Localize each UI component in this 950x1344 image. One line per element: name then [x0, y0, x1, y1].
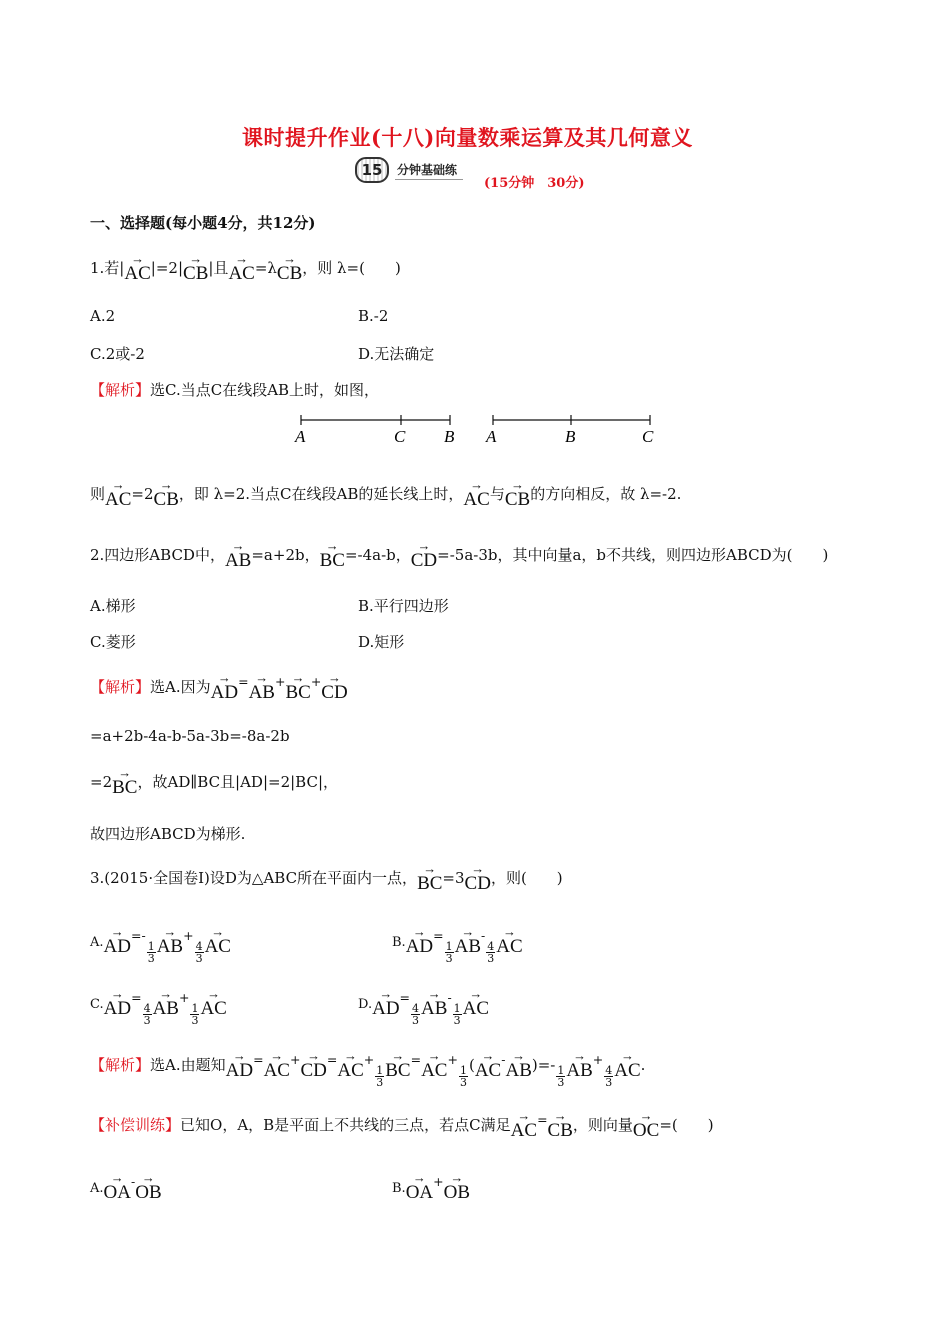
vector-ac: → AC	[200, 991, 226, 1018]
op: -	[130, 1174, 136, 1189]
vector-ab: → AB	[249, 675, 275, 702]
vector-cb: → CB	[548, 1113, 573, 1140]
q1-analysis-text: 选C.当点C在线段AB上时，如图，	[150, 381, 380, 399]
vector-oc: → OC	[633, 1113, 659, 1140]
text: B.	[392, 935, 406, 950]
vector-cb: → CB	[183, 256, 208, 283]
q1-option-c: C.2或-2	[90, 345, 145, 363]
vector-ac: → AC	[205, 929, 231, 956]
vector-ac: → AC	[105, 482, 131, 509]
vector-ab: → AB	[455, 929, 481, 956]
q2-analysis-line2: =a+2b-4a-b-5a-3b=-8a-2b	[90, 727, 290, 745]
fraction-4-3: $\frac{4}{3}$	[412, 1002, 420, 1027]
text: ，故AD∥BC且|AD|=2|BC|，	[137, 773, 339, 791]
vector-oa: → OA	[104, 1175, 131, 1202]
text: 与	[489, 485, 505, 503]
section-heading: 一、选择题(每小题4分，共12分)	[90, 214, 316, 232]
vector-cb: → CB	[505, 482, 530, 509]
vector-cd: → CD	[300, 1053, 326, 1080]
fraction-4-3: $\frac{4}{3}$	[487, 940, 495, 965]
vector-ac: → AC	[264, 1053, 290, 1080]
vector-ob: → OB	[444, 1175, 470, 1202]
text: .	[640, 1056, 646, 1074]
text: A.	[90, 1181, 104, 1196]
q2-analysis	[90, 674, 348, 702]
badge-number: 15	[355, 157, 389, 183]
q3-option-a: A.→ AD=- $\frac{1}{3}$ → AB+ $\frac{4}{3}$ → AC	[90, 928, 231, 964]
fraction-1-3: $\frac{1}{3}$	[147, 940, 155, 965]
vector-ab: → AB	[505, 1053, 531, 1080]
text: 则	[90, 485, 106, 503]
q3-text: 3.(2015·全国卷Ⅰ)设D为△ABC所在平面内一点，	[90, 869, 418, 887]
vector-cb: → CB	[277, 256, 302, 283]
vector-ac: → AC	[337, 1053, 363, 1080]
analysis-tag: 【解析】	[90, 1056, 151, 1074]
q2-text: =-4a-b，	[344, 546, 411, 564]
q2-analysis-line4: 故四边形ABCD为梯形.	[90, 825, 246, 843]
analysis-tag: 【解析】	[90, 678, 151, 696]
vector-ac: → AC	[475, 1053, 501, 1080]
q2-option-c: C.菱形	[90, 633, 136, 651]
vector-bc: → BC	[112, 770, 137, 797]
q1-analysis-line2	[90, 482, 681, 509]
bonus-question	[90, 1112, 714, 1140]
q3-option-d: D.→ AD= $\frac{4}{3}$ → AB- $\frac{1}{3}$ → AC	[358, 990, 489, 1026]
vector-cb: → CB	[154, 482, 179, 509]
q2-text: =a+2b，	[251, 546, 320, 564]
vector-ab: → AB	[421, 991, 447, 1018]
question-1	[90, 256, 401, 283]
q1-option-d: D.无法确定	[358, 345, 435, 363]
text: C.	[90, 997, 104, 1012]
vector-oa: → OA	[406, 1175, 433, 1202]
q3-option-b: B.→ AD= $\frac{1}{3}$ → AB- $\frac{4}{3}$ → AC	[392, 928, 523, 964]
vector-ac: → AC	[421, 1053, 447, 1080]
vector-ab: → AB	[225, 543, 251, 570]
vector-ac: → AC	[124, 256, 150, 283]
fraction-1-3: $\frac{1}{3}$	[557, 1064, 565, 1089]
op: +	[310, 674, 322, 689]
fraction-4-3: $\frac{4}{3}$	[143, 1002, 151, 1027]
op: +	[433, 1174, 444, 1189]
vector-bc: → BC	[417, 866, 442, 893]
vector-cd: → CD	[321, 675, 347, 702]
vector-ad: → AD	[226, 1053, 253, 1080]
text: =2	[90, 773, 113, 791]
text: A.	[90, 935, 104, 950]
vector-ad: → AD	[211, 675, 238, 702]
badge-label: 分钟基础练	[395, 161, 463, 180]
fraction-1-3: $\frac{1}{3}$	[445, 940, 453, 965]
vector-cd: → CD	[411, 543, 437, 570]
q1-analysis	[90, 379, 379, 400]
label-b: B	[444, 427, 455, 446]
q2-option-a: A.梯形	[90, 597, 136, 615]
bonus-option-b	[392, 1174, 470, 1202]
q2-analysis-line3	[90, 770, 338, 797]
vector-ac: → AC	[614, 1053, 640, 1080]
text: ，则向量	[572, 1116, 633, 1134]
label-b2: B	[565, 427, 576, 446]
text: =2	[131, 485, 154, 503]
time-note: (15分钟 30分)	[484, 176, 585, 191]
text: 选A.由题知	[150, 1056, 226, 1074]
vector-ab: → AB	[566, 1053, 592, 1080]
fraction-1-3: $\frac{1}{3}$	[453, 1002, 461, 1027]
fraction-1-3: $\frac{1}{3}$	[191, 1002, 199, 1027]
question-2	[90, 543, 828, 570]
q3-text: ，则( )	[490, 869, 563, 887]
op: =	[238, 674, 249, 689]
text: =( )	[659, 1116, 714, 1134]
question-3	[90, 866, 563, 893]
vector-ad: → AD	[372, 991, 399, 1018]
vector-ad: → AD	[406, 929, 433, 956]
label-c: C	[394, 427, 406, 446]
vector-ab: → AB	[157, 929, 183, 956]
vector-ac: → AC	[463, 991, 489, 1018]
q1-text: |且	[208, 259, 229, 277]
q2-text: =-5a-3b，其中向量a，b不共线，则四边形ABCD为( )	[437, 546, 829, 564]
bonus-option-a	[90, 1174, 162, 1202]
segment-figure	[290, 408, 670, 450]
label-a2: A	[486, 427, 497, 446]
text: D.	[358, 997, 373, 1012]
bonus-tag: 【补偿训练】	[90, 1116, 181, 1134]
vector-bc: → BC	[320, 543, 345, 570]
op: =	[537, 1112, 548, 1127]
vector-ac: → AC	[496, 929, 522, 956]
vector-ab: → AB	[153, 991, 179, 1018]
label-a: A	[295, 427, 306, 446]
text: ，即 λ=2.当点C在线段AB的延长线上时，	[178, 485, 464, 503]
vector-ad: → AD	[104, 991, 131, 1018]
q1-option-a: A.2	[90, 307, 116, 325]
q2-option-d: D.矩形	[358, 633, 405, 651]
vector-cd: → CD	[465, 866, 491, 893]
q1-text: 1.若|	[90, 259, 125, 277]
q1-text: =λ	[254, 259, 277, 277]
vector-ac: → AC	[228, 256, 254, 283]
fraction-4-3: $\frac{4}{3}$	[195, 940, 203, 965]
q1-text: ，则 λ=( )	[302, 259, 401, 277]
q1-text: |=2|	[150, 259, 184, 277]
q3-analysis: 【解析】选A.由题知→ AD=→ AC+→ CD=→ AC+ $\frac{1}{3}$ → BC=→ AC+ $\frac{1}{3}$ (→ AC-→ AB)=- $\frac{1}{3}$ → AB+ $\frac{4}{3}$ → AC.	[90, 1052, 645, 1088]
q3-option-c: C.→ AD= $\frac{4}{3}$ → AB+ $\frac{1}{3}$ → AC	[90, 990, 227, 1026]
text: 选A.因为	[150, 678, 211, 696]
text: 已知O，A，B是平面上不共线的三点，若点C满足	[180, 1116, 511, 1134]
vector-ac: → AC	[511, 1113, 537, 1140]
time-badge	[355, 157, 463, 183]
fraction-1-3: $\frac{1}{3}$	[376, 1064, 384, 1089]
text: B.	[392, 1181, 406, 1196]
text: 的方向相反，故 λ=-2.	[530, 485, 682, 503]
fraction-4-3: $\frac{4}{3}$	[605, 1064, 613, 1089]
op: +	[274, 674, 286, 689]
label-c2: C	[642, 427, 654, 446]
vector-bc: → BC	[385, 1053, 410, 1080]
q1-option-b: B.-2	[358, 307, 389, 325]
q3-text: =3	[442, 869, 465, 887]
q2-text: 2.四边形ABCD中，	[90, 546, 225, 564]
analysis-tag: 【解析】	[90, 381, 151, 399]
vector-ac: → AC	[463, 482, 489, 509]
vector-ad: → AD	[104, 929, 131, 956]
fraction-1-3: $\frac{1}{3}$	[459, 1064, 467, 1089]
vector-ob: → OB	[135, 1175, 161, 1202]
q2-option-b: B.平行四边形	[358, 597, 449, 615]
vector-bc: → BC	[285, 675, 310, 702]
page-title: 课时提升作业(十八)向量数乘运算及其几何意义	[242, 125, 693, 150]
